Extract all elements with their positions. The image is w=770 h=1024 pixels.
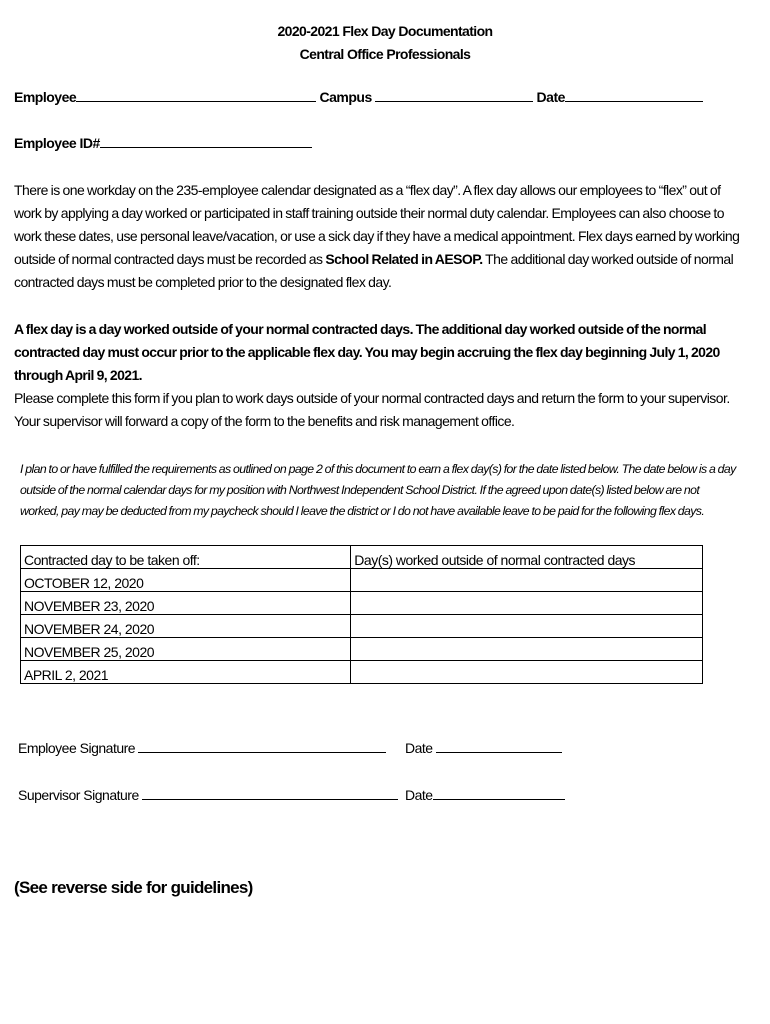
intro-bold-text: School Related in AESOP.	[325, 251, 483, 267]
guidelines-note: (See reverse side for guidelines)	[14, 878, 253, 897]
employee-signature-label: Employee Signature	[18, 740, 136, 756]
table-row	[21, 615, 703, 638]
contracted-day-cell: NOVEMBER 24, 2020	[21, 615, 351, 638]
employee-signature-row	[18, 739, 386, 756]
supervisor-signature-date-label: Date	[405, 787, 433, 803]
statement-paragraph: I plan to or have fulfilled the requirements as outlined on page 2 of this document to earn a flex day(s) for the date listed below. The date below is a day outside of the normal calendar days for my position with Northwest Independent School District. If the agreed upon date(s) listed below are not worked, pay may be deducted from my paycheck should I leave the district or I do not have available leave to be paid for the following flex days.	[20, 462, 736, 518]
employee-id-label: Employee ID#	[14, 135, 100, 151]
employee-id-field[interactable]	[100, 134, 312, 148]
employee-field[interactable]	[76, 88, 316, 102]
worked-day-cell[interactable]	[351, 592, 703, 615]
campus-field[interactable]	[375, 88, 533, 102]
worked-day-cell[interactable]	[351, 661, 703, 684]
employee-signature-date-label: Date	[405, 740, 433, 756]
table-header-row	[21, 546, 703, 569]
employee-signature-field[interactable]	[138, 739, 386, 753]
intro-paragraph	[14, 179, 749, 294]
campus-label: Campus	[319, 89, 372, 105]
worked-day-cell[interactable]	[351, 615, 703, 638]
contracted-day-cell: OCTOBER 12, 2020	[21, 569, 351, 592]
employee-signature-date-row	[405, 739, 562, 756]
document-title: 2020-2021 Flex Day Documentation	[277, 23, 493, 39]
contracted-day-cell: NOVEMBER 25, 2020	[21, 638, 351, 661]
contracted-day-cell: APRIL 2, 2021	[21, 661, 351, 684]
rule-paragraph: A flex day is a day worked outside of your normal contracted days. The additional day worked outside of the normal contracted day must occur prior to the applicable flex day. You may begin accruing the flex day beginning July 1, 2020 through April 9, 2021.	[14, 321, 720, 383]
employee-label: Employee	[14, 89, 77, 105]
date-label: Date	[536, 89, 565, 105]
document-subtitle: Central Office Professionals	[299, 46, 471, 62]
worked-day-cell[interactable]	[351, 638, 703, 661]
date-field[interactable]	[565, 88, 703, 102]
intro-text: There is one workday on the 235-employee calendar designated as a “flex day”. A flex day allows our employees to “flex” out of work by applying a day worked or participated in staff training outside their normal duty calendar. Employees can also choose to work these dates, use personal leave/vacation, or use a sick day if they have a medical appointment. Flex days earned by working outside of normal contracted days must be recorded as	[14, 182, 740, 267]
intro-text-end: The additional day worked outside of normal contracted days must be completed prior to the designated flex day.	[14, 251, 734, 290]
table-row	[21, 661, 703, 684]
employee-signature-date-field[interactable]	[436, 739, 562, 753]
supervisor-signature-date-field[interactable]	[433, 786, 565, 800]
table-row	[21, 592, 703, 615]
table-header-contracted: Contracted day to be taken off:	[21, 546, 351, 569]
table-row	[21, 569, 703, 592]
instructions-paragraph: Please complete this form if you plan to work days outside of your normal contracted days and return the form to your supervisor. Your supervisor will forward a copy of the form to the benefits and risk management office.	[14, 390, 730, 429]
supervisor-signature-field[interactable]	[142, 786, 398, 800]
contracted-day-cell: NOVEMBER 23, 2020	[21, 592, 351, 615]
supervisor-signature-label: Supervisor Signature	[18, 787, 139, 803]
table-header-worked: Day(s) worked outside of normal contracted days	[351, 546, 703, 569]
supervisor-signature-date-row	[405, 786, 565, 803]
table-row	[21, 638, 703, 661]
flex-days-table	[20, 545, 703, 684]
employee-id-row	[14, 134, 312, 151]
employee-info-row	[14, 88, 703, 105]
worked-day-cell[interactable]	[351, 569, 703, 592]
supervisor-signature-row	[18, 786, 398, 803]
